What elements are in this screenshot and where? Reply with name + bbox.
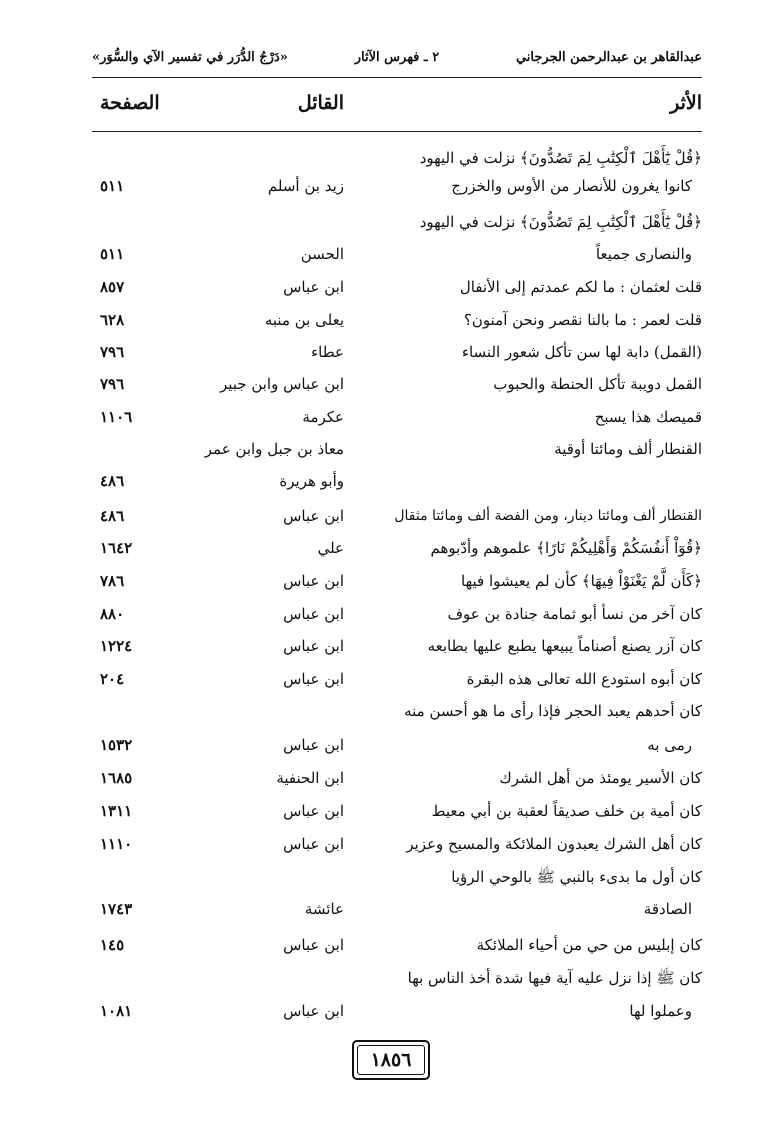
table-row bbox=[0, 696, 764, 730]
page-number: ١٢٢٤ bbox=[100, 637, 133, 655]
athar-text: كان آخر من نسأ أبو ثمامة جنادة بن عوف bbox=[447, 605, 702, 623]
qail-text: ابن عباس bbox=[283, 605, 344, 623]
table-row bbox=[0, 337, 764, 369]
table-row bbox=[0, 862, 764, 894]
table-row bbox=[0, 763, 764, 796]
qail-text: عطاء bbox=[311, 343, 344, 361]
index-table bbox=[0, 140, 764, 1029]
page-number: ١٥٣٢ bbox=[100, 736, 133, 754]
table-row bbox=[0, 730, 764, 763]
table-row bbox=[0, 829, 764, 862]
athar-text: ﴿قُلْ يَٰٓأَهْلَ ٱلْكِتَٰبِ لِمَ تَصُدُّونَ﴾ نزلت في اليهود bbox=[419, 149, 702, 167]
athar-text: كان أبوه استودع الله تعالى هذه البقرة bbox=[466, 670, 702, 688]
page-number: ٢٠٤ bbox=[100, 670, 125, 688]
table-row bbox=[0, 631, 764, 664]
qail-text: عائشة bbox=[304, 900, 344, 918]
qail-text: ابن عباس bbox=[283, 1002, 344, 1020]
table-row bbox=[0, 930, 764, 963]
qail-text: ابن عباس bbox=[283, 278, 344, 296]
page-number: ٧٩٦ bbox=[100, 375, 125, 393]
qail-text: معاذ بن جبل وابن عمر bbox=[204, 440, 344, 458]
qail-text: ابن عباس وابن جبير bbox=[219, 375, 344, 393]
table-row bbox=[0, 500, 764, 533]
athar-text: قلت لعثمان : ما لكم عمدتم إلى الأنفال bbox=[459, 278, 702, 296]
page-number: ١١١٠ bbox=[100, 835, 133, 853]
table-row bbox=[0, 240, 764, 272]
athar-text: القمل دويبة تأكل الحنطة والحبوب bbox=[493, 375, 702, 393]
qail-text: الحسن bbox=[300, 245, 344, 263]
athar-text: القنطار ألف ومائتا دينار، ومن الفضة ألف ومائتا مثقال bbox=[394, 508, 702, 524]
qail-text: علي bbox=[317, 539, 344, 557]
page-number: ١٦٤٢ bbox=[100, 539, 133, 557]
athar-text: كان ﷺ إذا نزل عليه آية فيها شدة أخذ الناس بها bbox=[407, 969, 702, 987]
qail-text: ابن عباس bbox=[283, 670, 344, 688]
column-header-athar: الأثر bbox=[670, 92, 702, 114]
header-author: عبدالقاهر بن عبدالرحمن الجرجاني bbox=[515, 50, 702, 65]
athar-text: الصادقة bbox=[643, 900, 692, 918]
qail-text: ابن عباس bbox=[283, 507, 344, 525]
page-number: ١٧٤٣ bbox=[100, 900, 133, 918]
table-row bbox=[0, 172, 764, 206]
qail-text: يعلى بن منبه bbox=[264, 311, 344, 329]
page-number: ٥١١ bbox=[100, 245, 125, 263]
table-row bbox=[0, 664, 764, 696]
column-header-page: الصفحة bbox=[100, 92, 160, 114]
athar-text: ﴿قُلْ يَٰٓأَهْلَ ٱلْكِتَٰبِ لِمَ تَصُدُّونَ﴾ نزلت في اليهود bbox=[419, 213, 702, 231]
table-row bbox=[0, 796, 764, 829]
page-number: ٧٨٦ bbox=[100, 572, 125, 590]
athar-text: وعملوا لها bbox=[629, 1002, 692, 1020]
qail-text: ابن عباس bbox=[283, 802, 344, 820]
table-row bbox=[0, 466, 764, 500]
table-row bbox=[0, 402, 764, 434]
athar-text: رمى به bbox=[647, 736, 692, 754]
athar-text: كان أهل الشرك يعبدون الملائكة والمسيح وعزير bbox=[406, 835, 702, 853]
page-number: ١١٠٦ bbox=[100, 408, 133, 426]
table-row bbox=[0, 140, 764, 172]
qail-text: ابن عباس bbox=[283, 572, 344, 590]
table-row bbox=[0, 369, 764, 402]
page-number: ٥١١ bbox=[100, 177, 125, 195]
page-number: ١٣١١ bbox=[100, 802, 133, 820]
page-number: ١٠٨١ bbox=[100, 1002, 133, 1020]
page-number: ٦٢٨ bbox=[100, 311, 125, 329]
table-row bbox=[0, 963, 764, 996]
athar-text: كان إبليس من حي من أحياء الملائكة bbox=[476, 936, 702, 954]
athar-text: كانوا يغرون للأنصار من الأوس والخزرج bbox=[451, 177, 692, 195]
qail-text: ابن عباس bbox=[283, 736, 344, 754]
folio-ornament bbox=[352, 1040, 430, 1080]
athar-text: والنصارى جميعاً bbox=[595, 245, 692, 263]
qail-text: ابن عباس bbox=[283, 637, 344, 655]
page-number: ٨٨٠ bbox=[100, 605, 125, 623]
qail-text: عكرمة bbox=[302, 408, 344, 426]
table-row bbox=[0, 996, 764, 1029]
table-row bbox=[0, 894, 764, 930]
column-header-qail: القائل bbox=[297, 92, 344, 114]
athar-text: قميصك هذا يسبح bbox=[594, 408, 702, 426]
page-number: ١٤٥ bbox=[100, 936, 125, 954]
table-row bbox=[0, 434, 764, 466]
running-header bbox=[92, 46, 702, 74]
athar-text: كان أول ما بدىء بالنبي ﷺ بالوحي الرؤيا bbox=[451, 868, 702, 886]
column-header-rule bbox=[92, 131, 702, 132]
qail-text: ابن الحنفية bbox=[276, 769, 344, 787]
athar-text: القنطار ألف ومائتا أوقية bbox=[554, 440, 702, 458]
table-row bbox=[0, 566, 764, 599]
table-row bbox=[0, 272, 764, 305]
page-number: ٤٨٦ bbox=[100, 472, 125, 490]
athar-text: كان أحدهم يعبد الحجر فإذا رأى ما هو أحسن منه bbox=[404, 702, 702, 720]
qail-text: ابن عباس bbox=[283, 936, 344, 954]
athar-text: (القمل) دابة لها سن تأكل شعور النساء bbox=[461, 343, 702, 361]
table-row bbox=[0, 206, 764, 240]
table-row bbox=[0, 305, 764, 337]
athar-text: كان الأسير يومئذ من أهل الشرك bbox=[499, 769, 702, 787]
qail-text: زيد بن أسلم bbox=[267, 177, 344, 195]
qail-text: ابن عباس bbox=[283, 835, 344, 853]
table-row bbox=[0, 533, 764, 566]
header-section: ٢ ـ فهرس الآثار bbox=[354, 50, 440, 65]
table-row bbox=[0, 599, 764, 631]
athar-text: كان آزر يصنع أصناماً يبيعها يطبع عليها بطابعه bbox=[427, 637, 702, 655]
athar-text: قلت لعمر : ما بالنا نقصر ونحن آمنون؟ bbox=[463, 311, 702, 329]
header-rule bbox=[92, 77, 702, 78]
qail-text: وأبو هريرة bbox=[279, 472, 344, 490]
athar-text: ﴿قُوٓاْ أَنفُسَكُمْ وَأَهْلِيكُمْ نَارًا﴾ علموهم وأدّبوهم bbox=[430, 539, 702, 557]
athar-text: كان أمية بن خلف صديقاً لعقبة بن أبي معيط bbox=[431, 802, 702, 820]
page-number: ٤٨٦ bbox=[100, 507, 125, 525]
header-book-title: «دَرْجُ الدُّرَر في تفسير الآي والسُّوَر» bbox=[92, 50, 288, 65]
page-number: ٧٩٦ bbox=[100, 343, 125, 361]
athar-text: ﴿كَأَن لَّمْ يَغْنَوْاْ فِيهَا﴾ كأن لم يعيشوا فيها bbox=[461, 572, 702, 590]
page-number: ١٦٨٥ bbox=[100, 769, 133, 787]
page-number: ٨٥٧ bbox=[100, 278, 125, 296]
folio-number: ١٨٥٦ bbox=[370, 1049, 412, 1071]
